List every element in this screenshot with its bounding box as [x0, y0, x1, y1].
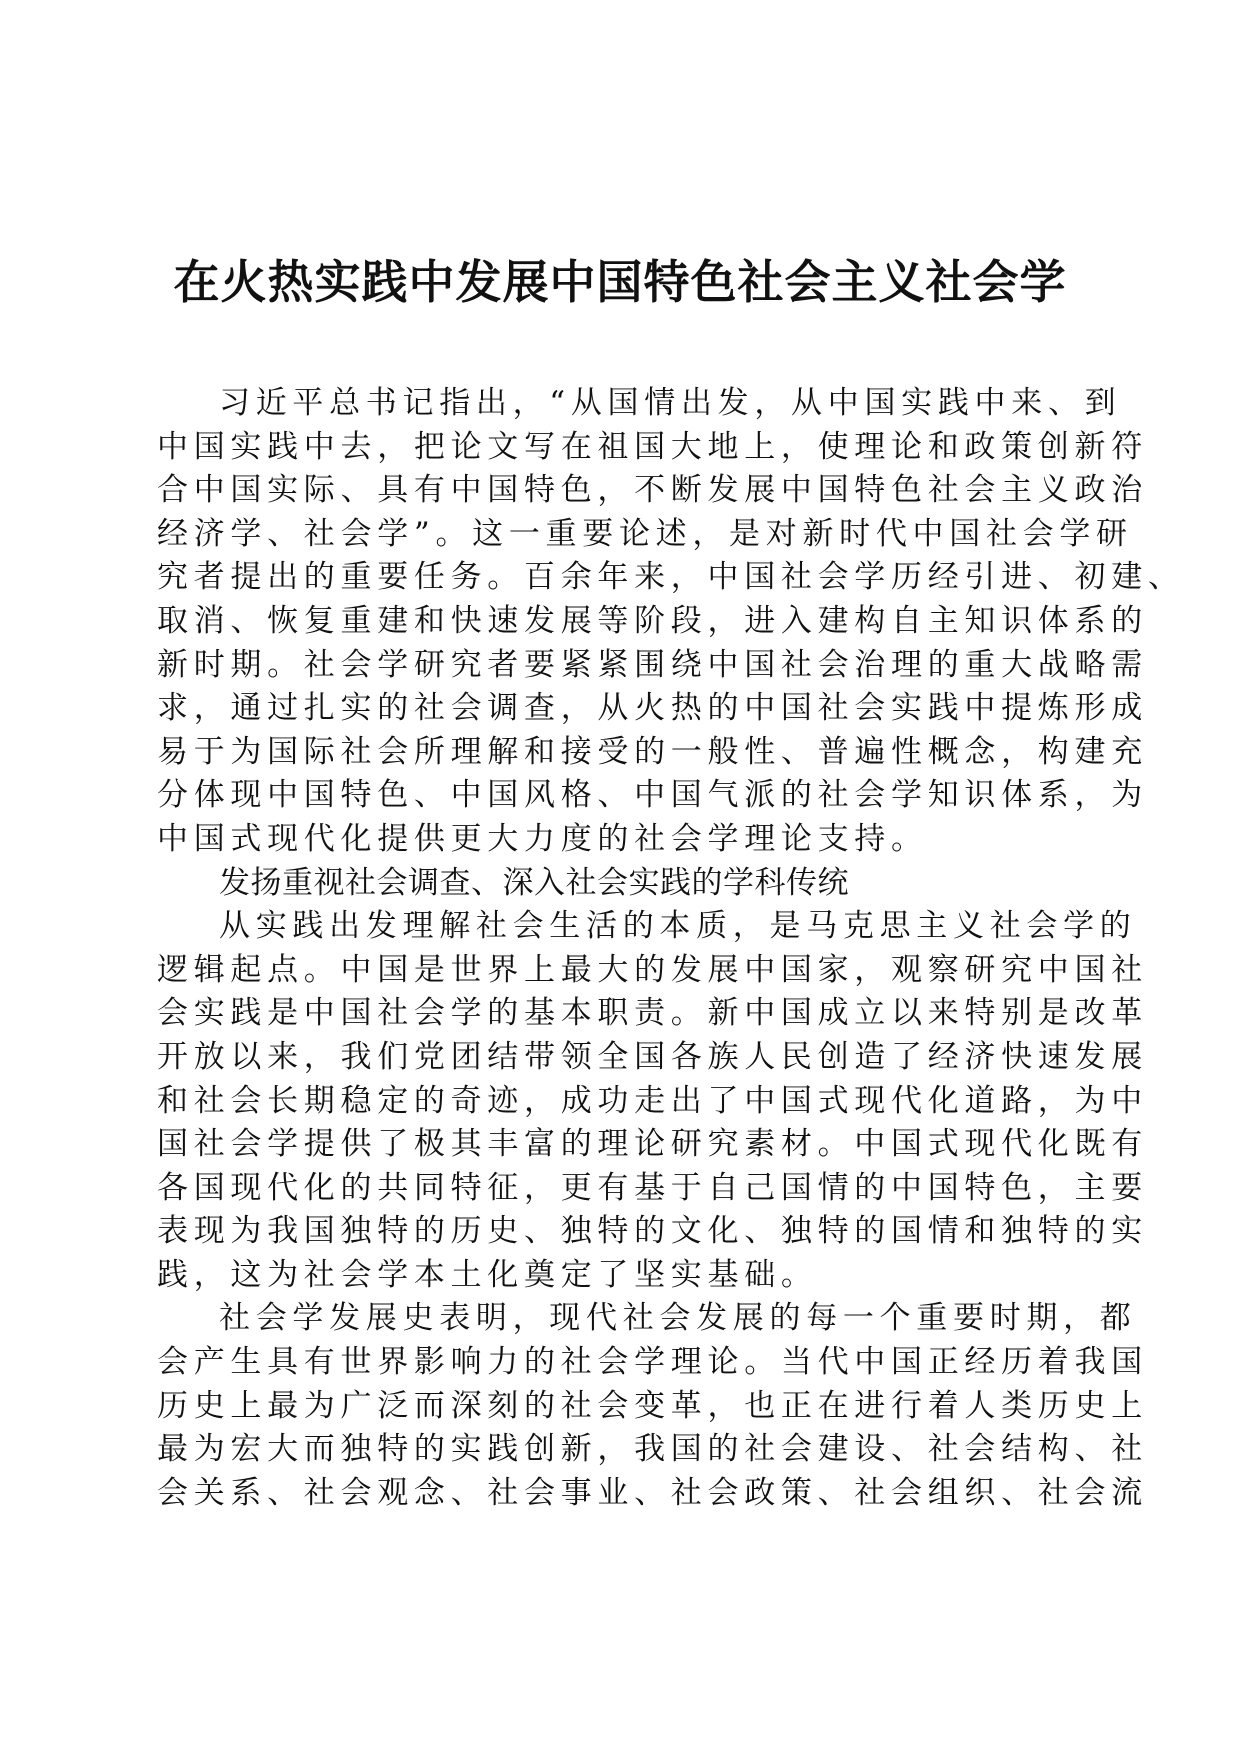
text-line: 会产生具有世界影响力的社会学理论。当代中国正经历着我国	[157, 1344, 1148, 1381]
text-line: 历史上最为广泛而深刻的社会变革，也正在进行着人类历史上	[157, 1387, 1148, 1424]
text-line: 合中国实际、具有中国特色，不断发展中国特色社会主义政治	[157, 472, 1148, 509]
text-line: 会关系、社会观念、社会事业、社会政策、社会组织、社会流	[157, 1474, 1148, 1511]
text-line: 社会学发展史表明，现代社会发展的每一个重要时期，都	[219, 1300, 1137, 1337]
text-line: 究者提出的重要任务。百余年来，中国社会学历经引进、初建、	[157, 559, 1185, 596]
section-heading: 发扬重视社会调查、深入社会实践的学科传统	[219, 864, 849, 901]
text-line: 和社会长期稳定的奇迹，成功走出了中国式现代化道路，为中	[157, 1082, 1148, 1119]
text-line: 各国现代化的共同特征，更有基于自己国情的中国特色，主要	[157, 1169, 1148, 1206]
text-line: 中国实践中去，把论文写在祖国大地上，使理论和政策创新符	[157, 428, 1148, 465]
text-line: 易于为国际社会所理解和接受的一般性、普遍性概念，构建充	[157, 733, 1148, 770]
document-title: 在火热实践中发展中国特色社会主义社会学	[173, 255, 1067, 309]
text-line: 中国式现代化提供更大力度的社会学理论支持。	[157, 820, 928, 857]
paragraph-practice	[157, 905, 1148, 1297]
text-line: 分体现中国特色、中国风格、中国气派的社会学知识体系，为	[157, 777, 1148, 814]
text-line: 求，通过扎实的社会调查，从火热的中国社会实践中提炼形成	[157, 690, 1148, 727]
text-line: 国社会学提供了极其丰富的理论研究素材。中国式现代化既有	[157, 1126, 1148, 1163]
text-line: 表现为我国独特的历史、独特的文化、独特的国情和独特的实	[157, 1213, 1148, 1250]
text-line: 新时期。社会学研究者要紧紧围绕中国社会治理的重大战略需	[157, 646, 1148, 683]
text-line: 践，这为社会学本土化奠定了坚实基础。	[157, 1256, 818, 1293]
text-line: 习近平总书记指出，“从国情出发，从中国实践中来、到	[219, 385, 1122, 421]
text-line: 开放以来，我们党团结带领全国各族人民创造了经济快速发展	[157, 1038, 1148, 1075]
text-line: 取消、恢复重建和快速发展等阶段，进入建构自主知识体系的	[157, 602, 1148, 639]
paragraph-history	[157, 1297, 1148, 1515]
text-line: 经济学、社会学”。这一重要论述，是对新时代中国社会学研	[157, 515, 1133, 552]
text-line: 从实践出发理解社会生活的本质，是马克思主义社会学的	[219, 908, 1137, 945]
text-line: 逻辑起点。中国是世界上最大的发展中国家，观察研究中国社	[157, 951, 1148, 988]
text-line: 会实践是中国社会学的基本职责。新中国成立以来特别是改革	[157, 995, 1148, 1032]
paragraph-intro	[157, 382, 1185, 862]
document-body	[157, 382, 1185, 1515]
text-line: 最为宏大而独特的实践创新，我国的社会建设、社会结构、社	[157, 1431, 1148, 1468]
